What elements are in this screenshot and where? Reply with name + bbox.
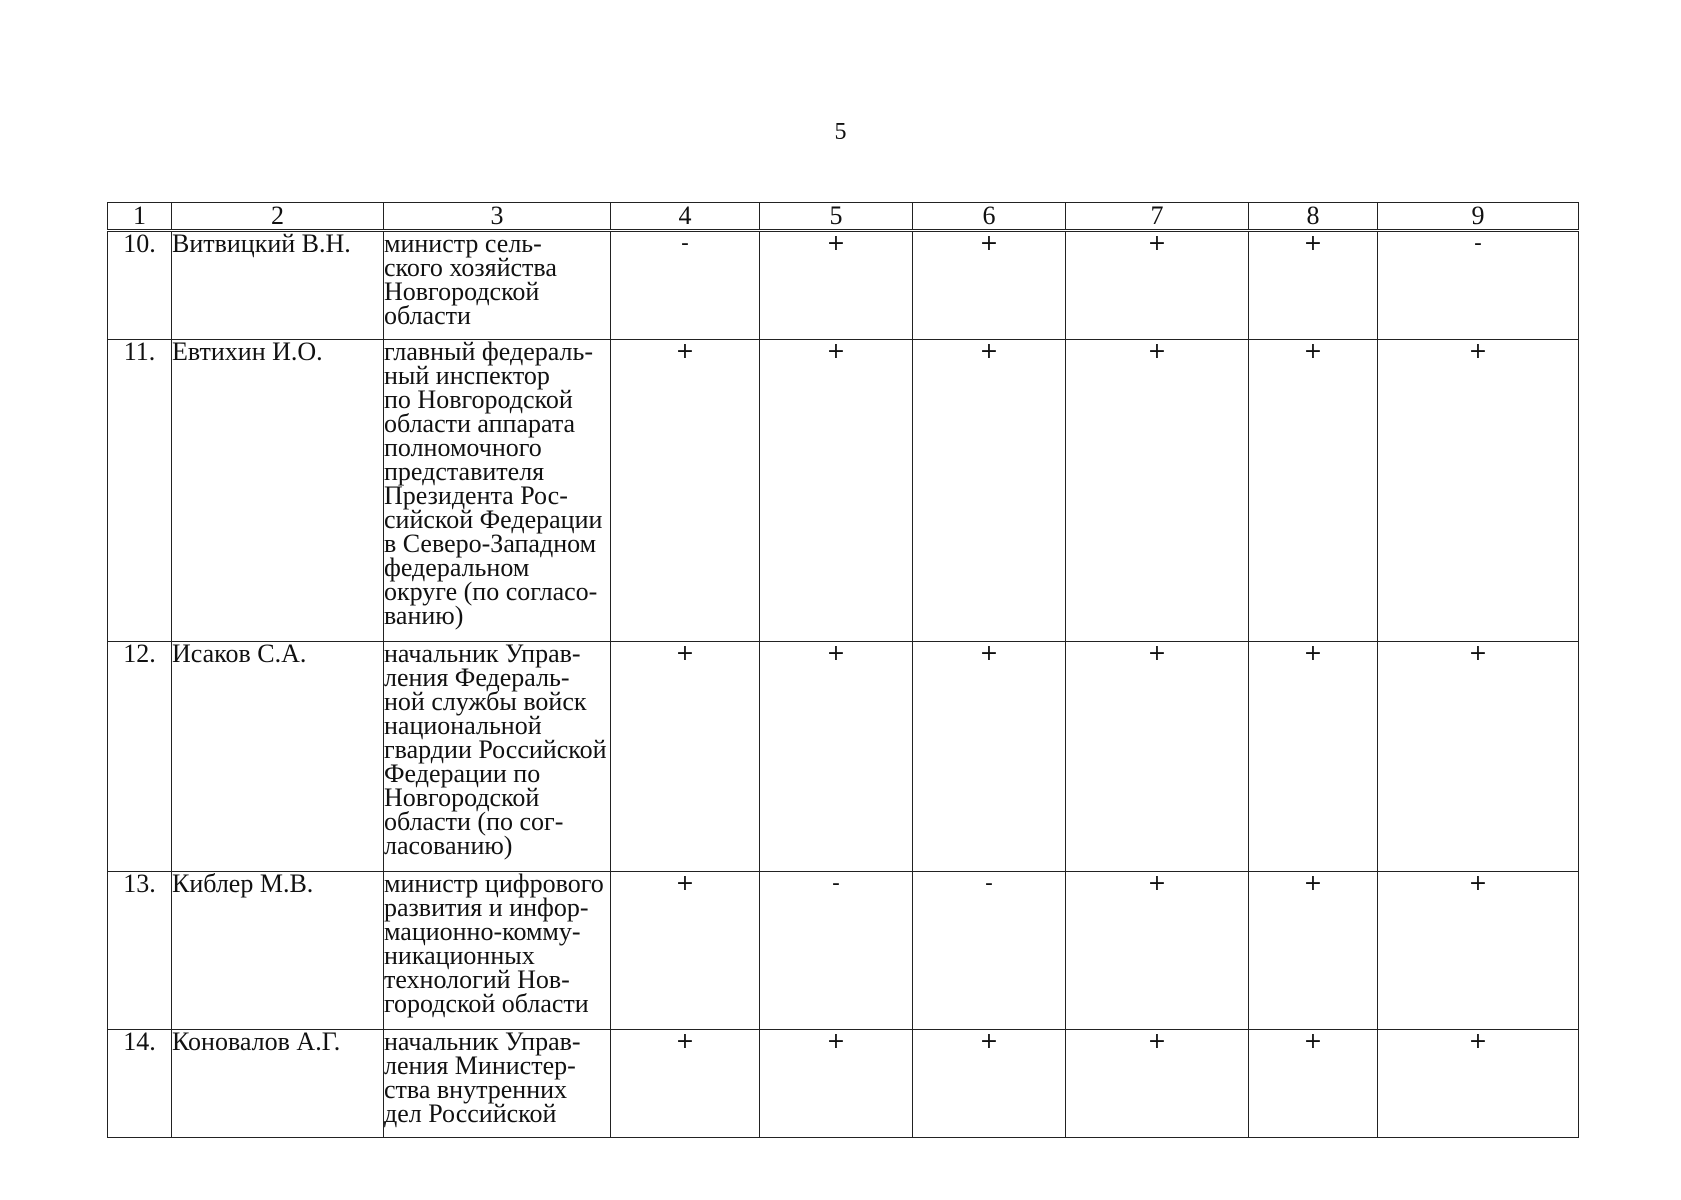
table-body [108,231,1579,1138]
position-line: в Северо-Западном [384,529,597,558]
position-line: округе (по согласо- [384,577,598,606]
position-line: Президента Рос- [384,481,568,510]
member-position [384,1027,611,1138]
position-line: ского хозяйства [384,253,557,282]
participation-mark: + [1066,642,1249,872]
member-position [384,231,611,340]
member-position [384,869,611,1030]
position-line: никационных [384,941,535,970]
position-line: министр цифрового [384,869,604,898]
participation-mark: + [913,340,1066,642]
table-row [108,340,1579,642]
member-name: Витвицкий В.Н. [172,231,384,340]
participation-mark: + [1378,872,1579,1030]
position-line: развития и инфор- [384,893,589,922]
position-line: области (по сог- [384,807,564,836]
position-line: ласованию) [384,831,513,860]
row-number: 13. [108,872,172,1030]
participation-mark: - [913,872,1066,1030]
participation-mark: + [913,231,1066,340]
member-name: Евтихин И.О. [172,340,384,642]
position-line: дел Российской [384,1099,557,1128]
participation-mark: + [1066,340,1249,642]
participation-mark: + [760,340,913,642]
column-header: 1 [108,203,172,231]
participation-mark: + [760,231,913,340]
table-row [108,231,1579,340]
participation-mark: + [1249,872,1378,1030]
position-line: ления Федераль- [384,663,570,692]
row-number: 11. [108,340,172,642]
position-line: сийской Федерации [384,505,603,534]
participation-mark: + [611,872,760,1030]
column-header: 3 [384,203,611,231]
member-position [384,337,611,642]
column-header: 6 [913,203,1066,231]
participation-mark: + [1066,872,1249,1030]
participation-mark: + [611,642,760,872]
participation-mark: + [1066,1030,1249,1138]
participation-mark: + [1378,1030,1579,1138]
position-line: Новгородской [384,277,540,306]
table-row [108,1030,1579,1138]
position-line: полномочного [384,433,542,462]
table-row [108,872,1579,1030]
participation-mark: + [760,642,913,872]
position-line: по Новгородской [384,385,573,414]
members-table [107,202,1579,1138]
position-line: ной службы войск [384,687,587,716]
column-header: 5 [760,203,913,231]
member-name: Исаков С.А. [172,642,384,872]
position-line: области аппарата [384,409,576,438]
table-row [108,642,1579,872]
column-header: 4 [611,203,760,231]
member-name: Киблер М.В. [172,872,384,1030]
participation-mark: + [1249,1030,1378,1138]
participation-mark: + [611,1030,760,1138]
row-number: 12. [108,642,172,872]
position-line: ства внутренних [384,1075,568,1104]
participation-mark: + [1249,642,1378,872]
position-line: гвардии Российской [384,735,607,764]
position-line: городской области [384,989,589,1018]
position-line: начальник Управ- [384,1027,581,1056]
participation-mark: + [1378,642,1579,872]
participation-mark: - [760,872,913,1030]
participation-mark: + [1378,340,1579,642]
participation-mark: - [611,231,760,340]
position-line: начальник Управ- [384,639,581,668]
position-line: Федерации по [384,759,541,788]
participation-mark: + [760,1030,913,1138]
column-header: 2 [172,203,384,231]
row-number: 14. [108,1030,172,1138]
position-line: федеральном [384,553,530,582]
member-name: Коновалов А.Г. [172,1030,384,1138]
column-header: 9 [1378,203,1579,231]
member-position [384,639,611,872]
position-line: технологий Нов- [384,965,570,994]
position-line: мационно-комму- [384,917,581,946]
position-line: национальной [384,711,542,740]
position-line: ный инспектор [384,361,550,390]
participation-mark: + [1066,231,1249,340]
position-line: Новгородской [384,783,540,812]
participation-mark: + [1249,340,1378,642]
participation-mark: - [1378,231,1579,340]
position-line: министр сель- [384,229,542,258]
participation-mark: + [913,642,1066,872]
column-header: 7 [1066,203,1249,231]
participation-mark: + [611,340,760,642]
participation-mark: + [1249,231,1378,340]
column-header: 8 [1249,203,1378,231]
position-line: ванию) [384,601,464,630]
position-line: ления Министер- [384,1051,576,1080]
position-line: главный федераль- [384,337,594,366]
page-number: 5 [834,119,847,145]
position-line: области [384,301,471,330]
position-line: представителя [384,457,545,486]
row-number: 10. [108,231,172,340]
participation-mark: + [913,1030,1066,1138]
table-header-row [108,203,1579,231]
